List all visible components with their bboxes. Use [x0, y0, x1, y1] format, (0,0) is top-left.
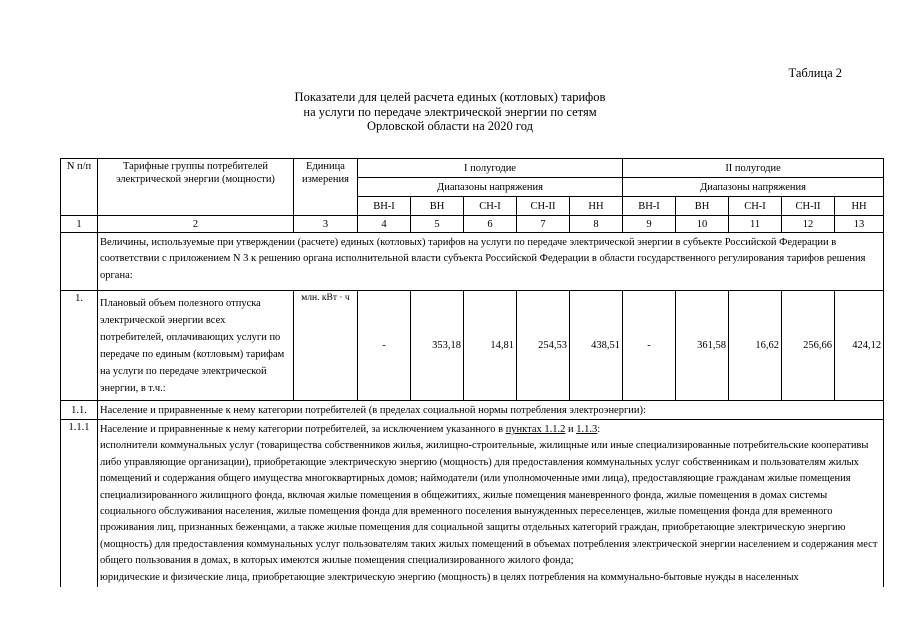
row-value: -	[623, 291, 676, 401]
row-value: 353,18	[411, 291, 464, 401]
row-value: 361,58	[676, 291, 729, 401]
title-line-3: Орловской области на 2020 год	[367, 119, 533, 133]
row-intro: Население и приравненные к нему категории потребителей, за исключением указанного в	[100, 424, 506, 435]
header-groups: Тарифные группы потребителей электрической энергии (мощности)	[98, 159, 294, 216]
row-value: 14,81	[464, 291, 517, 401]
level-cell: НН	[570, 197, 623, 216]
row-num: 1.1.	[61, 401, 98, 420]
col-number: 8	[570, 216, 623, 233]
header-unit: Единица измерения	[294, 159, 358, 216]
link-clause-1-1-3[interactable]: 1.1.3	[576, 424, 598, 435]
column-numbers-row	[61, 216, 884, 233]
tariff-table	[60, 158, 884, 587]
col-number: 7	[517, 216, 570, 233]
link-clause-1-1-2[interactable]: пунктах 1.1.2	[505, 424, 566, 435]
row-unit: млн. кВт · ч	[294, 291, 358, 401]
header-ranges-2: Диапазоны напряжения	[623, 178, 884, 197]
row-value: -	[358, 291, 411, 401]
row-value: 438,51	[570, 291, 623, 401]
row-value: 16,62	[729, 291, 782, 401]
level-cell: НН	[835, 197, 884, 216]
paragraph-2: юридические и физические лица, приобретающие электрическую энергию (мощность) в целях потребления на коммунально-бытовые нужды в населенных	[100, 571, 799, 583]
header-num: N п/п	[61, 159, 98, 216]
title-line-2: на услуги по передаче электрической энергии по сетям	[303, 104, 597, 119]
col-number: 12	[782, 216, 835, 233]
header-half-2: II полугодие	[623, 159, 884, 178]
document-title	[260, 90, 640, 134]
row-text: Население и приравненные к нему категории потребителей (в пределах социальной нормы потребления электроэнергии):	[98, 401, 884, 420]
level-cell: СН-II	[782, 197, 835, 216]
col-number: 13	[835, 216, 884, 233]
header-row-1	[61, 159, 884, 178]
row-value: 254,53	[517, 291, 570, 401]
title-line-1: Показатели для целей расчета единых (котловых) тарифов	[294, 90, 606, 104]
row-value: 424,12	[835, 291, 884, 401]
col-number: 10	[676, 216, 729, 233]
col-number: 6	[464, 216, 517, 233]
section-text: Величины, используемые при утверждении (расчете) единых (котловых) тарифов на услуги по передаче электрической энергии в субъекте Российской Федерации в соответствии с приложением N 3 к решению органа исполнительной власти субъекта Российской Федерации в области государственного регулирования тарифов решения органа:	[98, 233, 884, 291]
level-cell: ВН	[676, 197, 729, 216]
level-cell: СН-I	[464, 197, 517, 216]
table-row	[61, 291, 884, 401]
table-row	[61, 420, 884, 588]
paragraph-1: исполнители коммунальных услуг (товарищества собственников жилья, жилищно-строительные, жилищные или иные специализированные потребительские кооперативы либо управляющие организации), приобретающие электрическую энергию (мощность) для предоставления коммунальных услуг собственникам и пользователям жилых помещений и содержания общего имущества многоквартирных домов; наймодатели (или уполномоченные ими лица), предоставляющие гражданам жилые помещения специализированного жилищного фонда, включая жилые помещения в общежитиях, жилые помещения маневренного фонда, жилые помещения в домах системы социального обслуживания населения, жилые помещения фонда для временного поселения вынужденных переселенцев, жилые помещения фонда для временного проживания лиц, признанных беженцами, а также жилые помещения для социальной защиты отдельных категорий граждан, приобретающие электрическую энергию (мощность) для предоставления коммунальных услуг пользователям таких жилых помещений в объемах потребления электрической энергии населением и содержания мест общего пользования в домах, в которых имеются жилые помещения специализированного жилого фонда;	[100, 440, 878, 567]
col-number: 5	[411, 216, 464, 233]
level-cell: ВН-I	[623, 197, 676, 216]
row-name: Плановый объем полезного отпуска электрической энергии всех потребителей, оплачивающих услуги по передаче по единым (котловым) тарифам на услуги по передаче электрической энергии, в т.ч.:	[98, 291, 294, 401]
col-number: 3	[294, 216, 358, 233]
level-cell: СН-I	[729, 197, 782, 216]
section-num-cell	[61, 233, 98, 291]
table-row	[61, 401, 884, 420]
conjunction: и	[565, 424, 577, 435]
col-number: 9	[623, 216, 676, 233]
table-caption: Таблица 2	[788, 66, 842, 80]
header-ranges-1: Диапазоны напряжения	[358, 178, 623, 197]
col-number: 1	[61, 216, 98, 233]
col-number: 4	[358, 216, 411, 233]
level-cell: ВН-I	[358, 197, 411, 216]
row-value: 256,66	[782, 291, 835, 401]
section-row	[61, 233, 884, 291]
header-half-1: I полугодие	[358, 159, 623, 178]
level-cell: ВН	[411, 197, 464, 216]
row-num: 1.	[61, 291, 98, 401]
colon: :	[597, 424, 601, 435]
col-number: 2	[98, 216, 294, 233]
row-text	[98, 420, 884, 588]
row-num: 1.1.1	[61, 420, 98, 588]
col-number: 11	[729, 216, 782, 233]
level-cell: СН-II	[517, 197, 570, 216]
